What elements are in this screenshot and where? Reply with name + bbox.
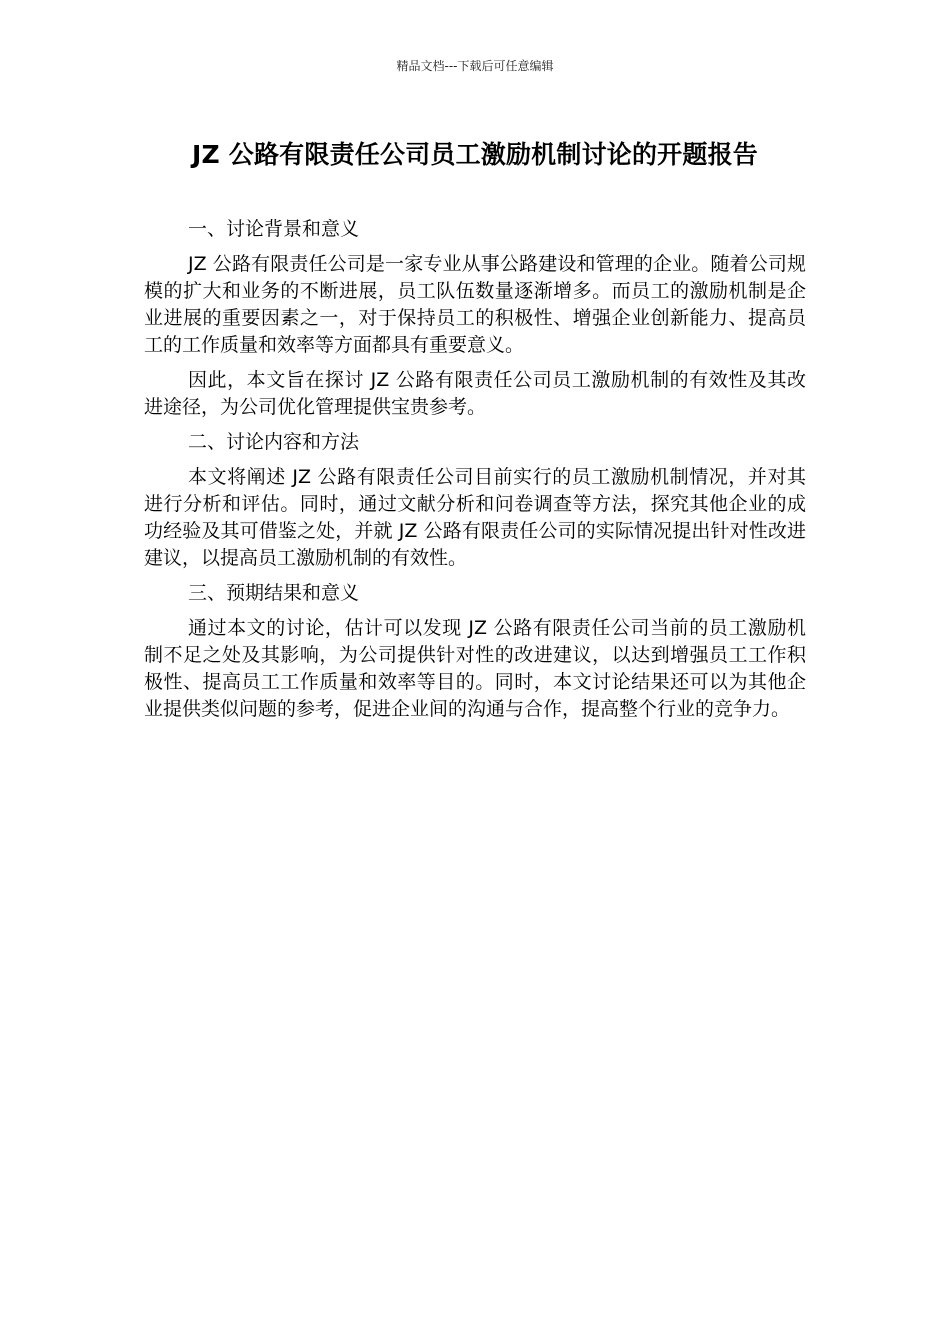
paragraph: 本文将阐述 JZ 公路有限责任公司目前实行的员工激励机制情况，并对其进行分析和评估。同时，通过文献分析和问卷调查等方法，探究其他企业的成功经验及其可借鉴之处，并就 JZ 公路有限责任公司的实际情况提出针对性改进建议，以提高员工激励机制的有效性。 — [144, 466, 806, 569]
document-body — [144, 216, 806, 731]
section-heading: 三、预期结果和意义 — [188, 582, 360, 604]
paragraph: 通过本文的讨论，估计可以发现 JZ 公路有限责任公司当前的员工激励机制不足之处及其影响，为公司提供针对性的改进建议，以达到增强员工工作积极性、提高员工工作质量和效率等目的。同时，本文讨论结果还可以为其他企业提供类似问题的参考，促进企业间的沟通与合作，提高整个行业的竞争力。 — [144, 617, 806, 720]
paragraph: 因此，本文旨在探讨 JZ 公路有限责任公司员工激励机制的有效性及其改进途径，为公司优化管理提供宝贵参考。 — [144, 369, 806, 418]
paragraph: JZ 公路有限责任公司是一家专业从事公路建设和管理的企业。随着公司规模的扩大和业务的不断进展，员工队伍数量逐渐增多。而员工的激励机制是企业进展的重要因素之一，对于保持员工的积极性、增强企业创新能力、提高员工的工作质量和效率等方面都具有重要意义。 — [144, 253, 806, 356]
document-title: JZ 公路有限责任公司员工激励机制讨论的开题报告 — [192, 140, 758, 169]
section-expected-results — [144, 580, 806, 723]
section-background — [144, 216, 806, 421]
section-content-methods — [144, 429, 806, 572]
section-heading: 一、讨论背景和意义 — [188, 218, 360, 240]
header-note: 精品文档---下载后可任意编辑 — [396, 59, 554, 73]
section-heading: 二、讨论内容和方法 — [188, 431, 360, 453]
